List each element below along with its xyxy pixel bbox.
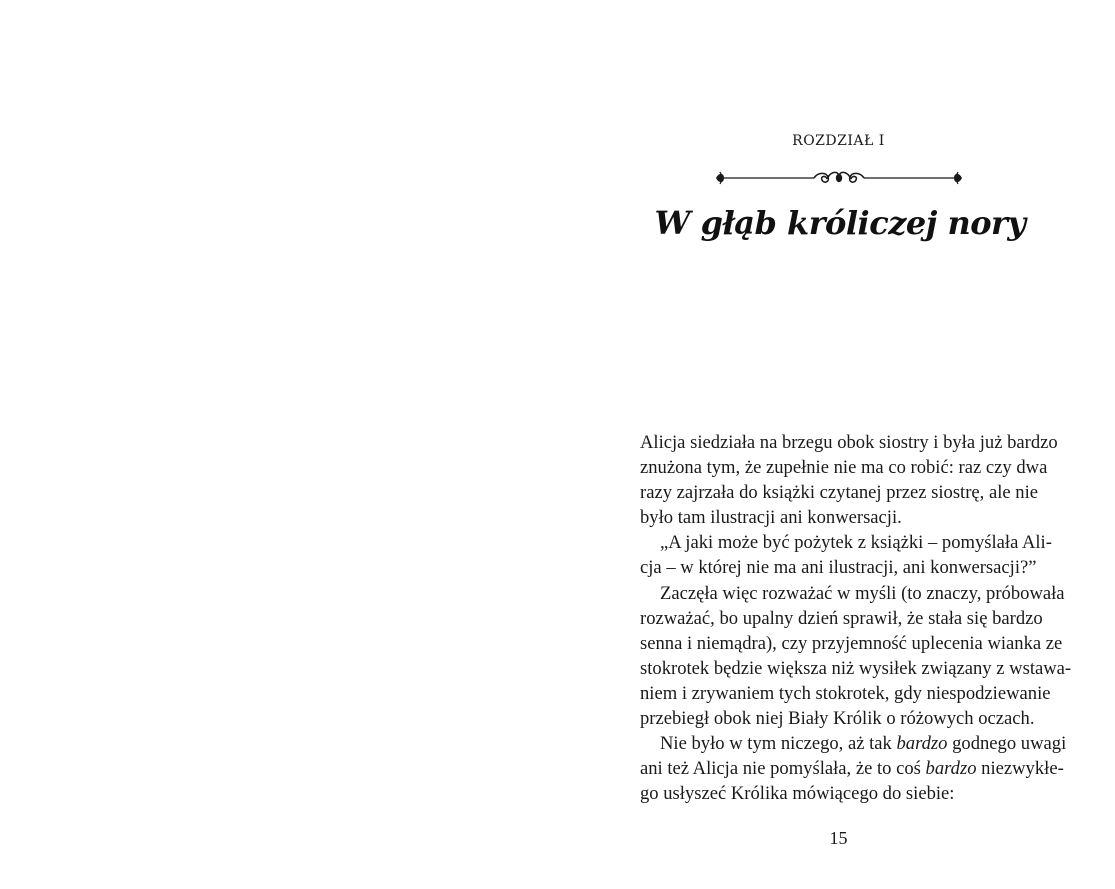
- text-line: razy zajrzała do książki czytanej przez siostrę, ale nie: [640, 482, 1038, 504]
- text-line: stokrotek będzie większa niż wysiłek związany z wstawa-: [640, 657, 1072, 679]
- text-line: go usłyszeć Królika mówiącego do siebie:: [640, 783, 955, 805]
- emphasis-text: bardzo: [896, 733, 948, 755]
- text-line: senna i niemądra), czy przyjemność uplecenia wianka ze: [640, 632, 1063, 654]
- flourish-divider-icon: [714, 166, 964, 190]
- text-line: Alicja siedziała na brzegu obok siostry i była już bardzo: [640, 432, 1058, 453]
- text-line: [640, 731, 1067, 756]
- chapter-title: W głąb króliczej nory: [654, 204, 1026, 242]
- chapter-label: ROZDZIAŁ I: [792, 133, 885, 149]
- emphasis-text: bardzo: [925, 758, 977, 780]
- text-segment: Nie było w tym niczego, aż tak: [660, 733, 897, 755]
- text-line: znużona tym, że zupełnie nie ma co robić: raz czy dwa: [640, 457, 1048, 479]
- text-segment: godnego uwagi: [947, 733, 1067, 755]
- text-segment: niezwykłe-: [976, 758, 1064, 780]
- text-line: rozważać, bo upalny dzień sprawił, że stała się bardzo: [640, 607, 1043, 629]
- text-line: przebiegł obok niej Biały Królik o różowych oczach.: [640, 708, 1035, 730]
- text-segment: ani też Alicja nie pomyślała, że to coś: [640, 758, 926, 780]
- text-line: było tam ilustracji ani konwersacji.: [640, 507, 902, 529]
- text-line: [640, 756, 1064, 781]
- text-line: niem i zrywaniem tych stokrotek, gdy niespodziewanie: [640, 682, 1051, 704]
- page-number: 15: [829, 828, 848, 848]
- left-page-blank: [0, 0, 557, 889]
- text-line: „A jaki może być pożytek z książki – pomyślała Ali-: [660, 532, 1052, 554]
- text-line: cja – w której nie ma ani ilustracji, ani konwersacji?”: [640, 557, 1037, 579]
- body-text: [640, 430, 1072, 806]
- text-line: Zaczęła więc rozważać w myśli (to znaczy, próbowała: [660, 582, 1065, 604]
